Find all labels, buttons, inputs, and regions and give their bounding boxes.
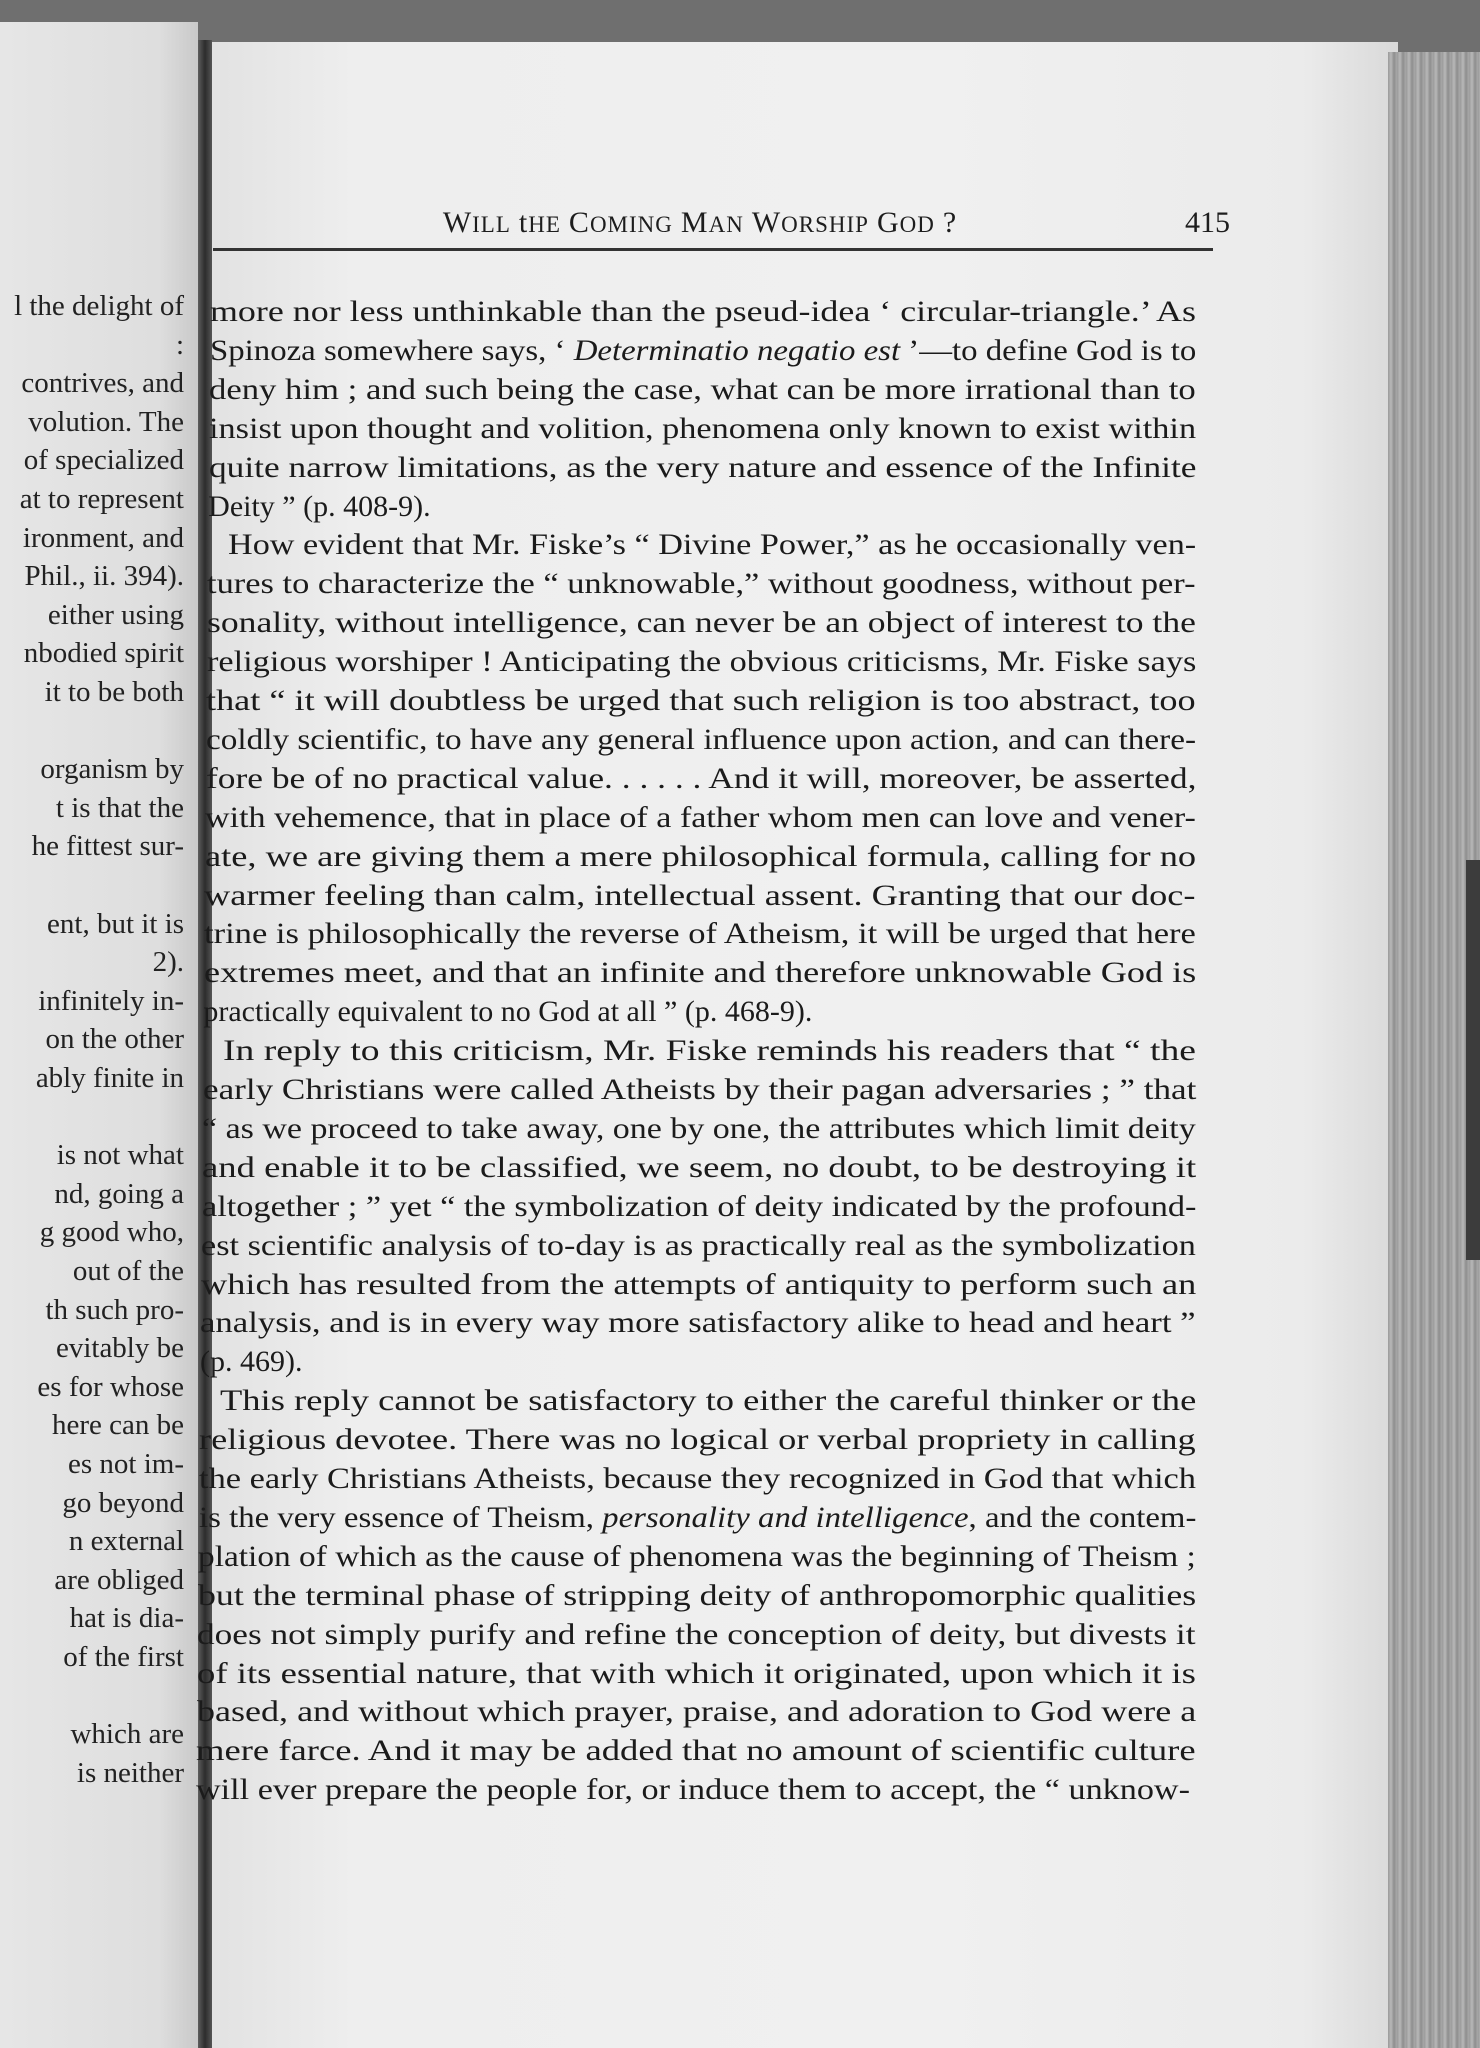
running-head: WILL tHE COMING MAN WORSHIP GOD ? — [442, 206, 958, 239]
paragraph-first-line: How evident that Mr. Fiske’s “ Divine Power,” as he occasionally ven- — [227, 528, 1196, 562]
body-line: mere farce. And it may be added that no amount of scientific culture — [196, 1734, 1196, 1768]
left-page-line: is neither — [76, 1756, 184, 1789]
body-line: analysis, and is in every way more satisfactory alike to head and heart ” — [200, 1306, 1197, 1340]
body-line: insist upon thought and volition, phenomena only known to exist within — [208, 411, 1196, 445]
body-line: “ as we proceed to take away, one by one, the attributes which limit deity — [202, 1111, 1196, 1145]
left-page-line: on the other — [45, 1023, 184, 1056]
left-page-line: go beyond — [62, 1486, 184, 1519]
body-line: that “ it will doubtless be urged that such religion is too abstract, too — [206, 684, 1196, 717]
body-line: est scientific analysis of to-day is as practically real as the symbolization — [201, 1228, 1197, 1262]
body-line: which has resulted from the attempts of antiquity to perform such an — [200, 1267, 1197, 1301]
body-line: of its essential nature, that with which it originated, upon which it is — [197, 1656, 1196, 1690]
left-page-line: Phil., ii. 394). — [24, 560, 184, 593]
body-line: extremes meet, and that an infinite and therefore unknowable God is — [203, 956, 1196, 990]
left-page-line: th such pro- — [45, 1293, 184, 1326]
body-line: with vehemence, that in place of a father whom men can love and vener- — [205, 800, 1197, 834]
left-page-line: ironment, and — [22, 521, 184, 554]
left-page-line: 2). — [152, 946, 184, 979]
body-line: religious devotee. There was no logical or verbal propriety in calling — [199, 1423, 1196, 1457]
body-line: the early Christians Atheists, because they recognized in God that which — [198, 1462, 1196, 1495]
left-page-line: g good who, — [39, 1216, 184, 1249]
body-line: tures to characterize the “ unknowable,” without goodness, without per- — [207, 567, 1196, 601]
body-line: quite narrow limitations, as the very nature and essence of the Infinite — [208, 450, 1197, 484]
left-page-line: hat is dia- — [69, 1602, 184, 1635]
header-rule — [213, 248, 1213, 251]
left-page-line: l the delight of — [14, 290, 184, 322]
body-line: based, and without which prayer, praise, and adoration to God were a — [196, 1695, 1196, 1729]
left-page-line: of specialized — [23, 444, 184, 477]
body-line: altogether ; ” yet “ the symbolization of deity indicated by the profound- — [201, 1189, 1196, 1223]
left-page-line: at to represent — [19, 483, 184, 515]
body-line: sonality, without intelligence, can never be an object of interest to the — [207, 606, 1196, 640]
paragraph-first-line: In reply to this criticism, Mr. Fiske reminds his readers that “ the — [223, 1034, 1196, 1068]
left-page-line: organism by — [40, 753, 184, 786]
body-line: early Christians were called Atheists by their pagan adversaries ; ” that — [202, 1073, 1196, 1106]
body-line: but the terminal phase of stripping deity of anthropomorphic qualities — [197, 1578, 1197, 1612]
body-line: ate, we are giving them a mere philosophical formula, calling for no — [204, 839, 1196, 873]
left-page-line: which are — [70, 1718, 184, 1751]
left-page-line: are obliged — [54, 1563, 184, 1596]
left-page-line: ent, but it is — [47, 907, 184, 940]
body-line: does not simply purify and refine the conception of deity, but divests it — [197, 1617, 1196, 1651]
body-line: and enable it to be classified, we seem, no doubt, to be destroying it — [201, 1150, 1197, 1184]
body-line: deny him ; and such being the case, what can be more irrational than to — [209, 372, 1197, 406]
left-page-line: of the first — [63, 1641, 184, 1673]
left-page-text — [0, 22, 198, 2048]
left-page-line: infinitely in- — [38, 984, 184, 1017]
left-page-line: : — [175, 328, 184, 361]
page-number: 415 — [1185, 206, 1230, 239]
left-page-line: t is that the — [55, 791, 184, 824]
left-page-line: volution. The — [28, 405, 184, 438]
left-page-line: n external — [68, 1525, 184, 1558]
body-line: is the very essence of Theism, personality and intelligence, and the contem- — [198, 1500, 1196, 1534]
left-page-line: nbodied spirit — [23, 637, 184, 670]
left-page-line: here can be — [51, 1409, 184, 1442]
body-line: (p. 469). — [200, 1345, 303, 1379]
left-page-line: es for whose — [37, 1370, 184, 1403]
body-line: trine is philosophically the reverse of Atheism, it will be urged that here — [204, 917, 1196, 951]
left-page-line: out of the — [72, 1255, 184, 1287]
body-line: practically equivalent to no God at all ” (p. 468-9). — [203, 995, 813, 1029]
left-page-line: either using — [47, 598, 184, 631]
body-line: Spinoza somewhere says, ‘ Determinatio negatio est ’—to define God is to — [209, 333, 1196, 367]
body-line: fore be of no practical value. . . . . . And it will, moreover, be asserted, — [205, 761, 1197, 795]
body-line: Deity ” (p. 408-9). — [208, 489, 431, 523]
left-page-line: it to be both — [44, 676, 184, 708]
left-page-line: contrives, and — [21, 367, 184, 400]
left-page-line: nd, going a — [54, 1177, 184, 1210]
left-page-line: he fittest sur- — [31, 830, 184, 863]
body-line: coldly scientific, to have any general influence upon action, and can there- — [205, 722, 1196, 756]
left-page-line: es not im- — [68, 1448, 184, 1480]
body-line: more nor less unthinkable than the pseud-idea ‘ circular-triangle.’ As — [210, 295, 1196, 328]
left-page-line: ably finite in — [35, 1062, 184, 1094]
body-line: warmer feeling than calm, intellectual assent. Granting that our doc- — [204, 878, 1196, 912]
left-page — [0, 22, 198, 2048]
left-page-line: evitably be — [55, 1332, 184, 1365]
paragraph-first-line: This reply cannot be satisfactory to either the careful thinker or the — [219, 1384, 1196, 1418]
body-line: will ever prepare the people for, or induce them to accept, the “ unknow- — [196, 1773, 1190, 1807]
edge-shadow — [1466, 860, 1480, 1260]
body-line: plation of which as the cause of phenomena was the beginning of Theism ; — [198, 1539, 1196, 1573]
left-page-line: is not what — [56, 1139, 184, 1172]
body-line: religious worshiper ! Anticipating the obvious criticisms, Mr. Fiske says — [206, 645, 1196, 679]
